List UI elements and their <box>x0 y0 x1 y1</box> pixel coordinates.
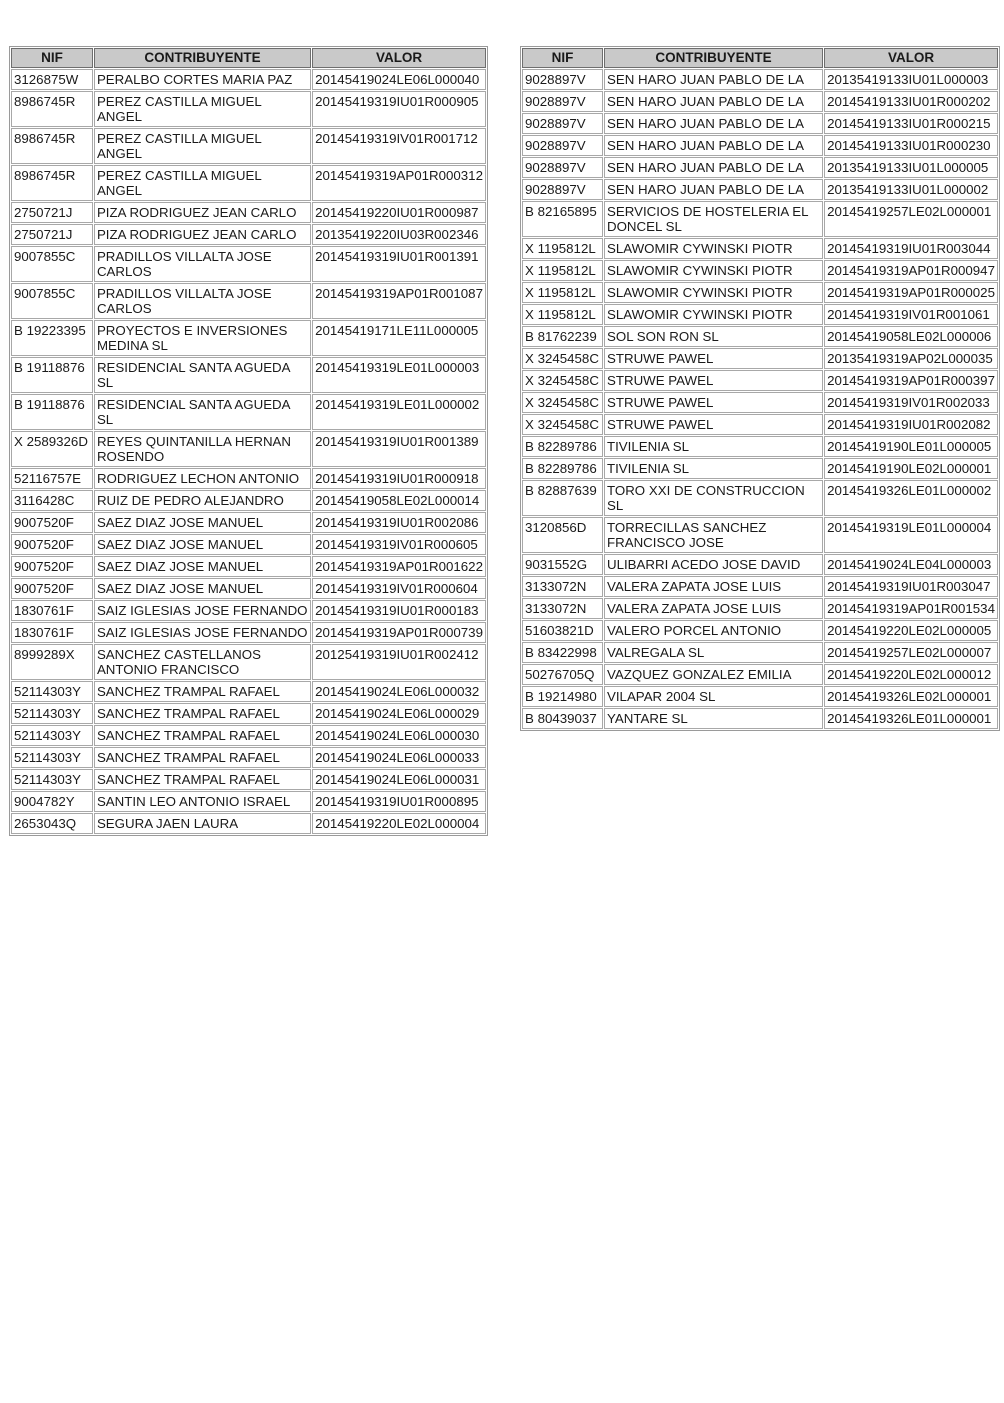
nif-cell: B 19214980 <box>522 686 603 707</box>
valor-cell: 20135419220IU03R002346 <box>312 224 486 245</box>
header-contribuyente: CONTRIBUYENTE <box>94 48 311 68</box>
valor-cell: 20145419319IV01R001712 <box>312 128 486 164</box>
nif-cell: 52114303Y <box>11 747 93 768</box>
table-row <box>522 179 998 200</box>
contribuyente-cell: SAIZ IGLESIAS JOSE FERNANDO <box>94 600 311 621</box>
nif-cell: B 82165895 <box>522 201 603 237</box>
nif-cell: 1830761F <box>11 600 93 621</box>
nif-cell: X 1195812L <box>522 260 603 281</box>
contribuyente-cell: VALERA ZAPATA JOSE LUIS <box>604 576 823 597</box>
contribuyente-cell: SLAWOMIR CYWINSKI PIOTR <box>604 238 823 259</box>
valor-cell: 20135419133IU01L000002 <box>824 179 998 200</box>
header-valor: VALOR <box>312 48 486 68</box>
table-row <box>11 357 486 393</box>
contribuyente-cell: SEN HARO JUAN PABLO DE LA <box>604 179 823 200</box>
contribuyente-cell: SEGURA JAEN LAURA <box>94 813 311 834</box>
contribuyente-cell: SANCHEZ CASTELLANOS ANTONIO FRANCISCO <box>94 644 311 680</box>
contribuyente-cell: TIVILENIA SL <box>604 458 823 479</box>
table-row <box>11 202 486 223</box>
contribuyente-cell: REYES QUINTANILLA HERNAN ROSENDO <box>94 431 311 467</box>
nif-cell: 9028897V <box>522 69 603 90</box>
contribuyente-cell: STRUWE PAWEL <box>604 414 823 435</box>
header-valor: VALOR <box>824 48 998 68</box>
contribuyente-cell: TIVILENIA SL <box>604 436 823 457</box>
table-row <box>11 703 486 724</box>
nif-cell: 9007855C <box>11 283 93 319</box>
table-row <box>11 91 486 127</box>
valor-cell: 20145419190LE01L000005 <box>824 436 998 457</box>
table-row <box>522 664 998 685</box>
contribuyente-cell: SANCHEZ TRAMPAL RAFAEL <box>94 681 311 702</box>
header-row <box>11 48 486 68</box>
table-body-left <box>11 69 486 834</box>
header-contribuyente: CONTRIBUYENTE <box>604 48 823 68</box>
contribuyente-cell: SANCHEZ TRAMPAL RAFAEL <box>94 725 311 746</box>
nif-cell: B 82289786 <box>522 458 603 479</box>
valor-cell: 20145419319IV01R001061 <box>824 304 998 325</box>
table-row <box>11 165 486 201</box>
contribuyente-cell: SEN HARO JUAN PABLO DE LA <box>604 91 823 112</box>
valor-cell: 20145419319IU01R000905 <box>312 91 486 127</box>
valor-cell: 20145419220LE02L000004 <box>312 813 486 834</box>
nif-cell: 3133072N <box>522 576 603 597</box>
nif-cell: 9004782Y <box>11 791 93 812</box>
valor-cell: 20135419133IU01L000003 <box>824 69 998 90</box>
contribuyente-cell: SEN HARO JUAN PABLO DE LA <box>604 157 823 178</box>
nif-cell: B 19118876 <box>11 394 93 430</box>
table-row <box>522 686 998 707</box>
valor-cell: 20145419257LE02L000007 <box>824 642 998 663</box>
nif-cell: 51603821D <box>522 620 603 641</box>
valor-cell: 20145419024LE06L000031 <box>312 769 486 790</box>
valor-cell: 20145419133IU01R000202 <box>824 91 998 112</box>
table-row <box>11 556 486 577</box>
valor-cell: 20145419220LE02L000012 <box>824 664 998 685</box>
table-row <box>11 622 486 643</box>
valor-cell: 20145419319AP01R000947 <box>824 260 998 281</box>
table-row <box>522 642 998 663</box>
contribuyente-cell: TORO XXI DE CONSTRUCCION SL <box>604 480 823 516</box>
contribuyente-cell: TORRECILLAS SANCHEZ FRANCISCO JOSE <box>604 517 823 553</box>
table-row <box>11 128 486 164</box>
contribuyente-cell: SANTIN LEO ANTONIO ISRAEL <box>94 791 311 812</box>
nif-cell: 9028897V <box>522 113 603 134</box>
nif-cell: X 3245458C <box>522 348 603 369</box>
valor-cell: 20145419319IU01R001391 <box>312 246 486 282</box>
contribuyente-cell: RUIZ DE PEDRO ALEJANDRO <box>94 490 311 511</box>
contribuyente-cell: STRUWE PAWEL <box>604 392 823 413</box>
contribuyente-cell: PEREZ CASTILLA MIGUEL ANGEL <box>94 165 311 201</box>
contribuyente-cell: PIZA RODRIGUEZ JEAN CARLO <box>94 202 311 223</box>
valor-cell: 20145419024LE06L000033 <box>312 747 486 768</box>
nif-cell: X 2589326D <box>11 431 93 467</box>
contribuyente-cell: STRUWE PAWEL <box>604 348 823 369</box>
valor-cell: 20145419319AP01R001622 <box>312 556 486 577</box>
table-row <box>522 517 998 553</box>
table-row <box>11 813 486 834</box>
nif-cell: 9007520F <box>11 512 93 533</box>
contribuyente-cell: SLAWOMIR CYWINSKI PIOTR <box>604 304 823 325</box>
table-row <box>11 490 486 511</box>
contribuyente-cell: SANCHEZ TRAMPAL RAFAEL <box>94 769 311 790</box>
table-row <box>522 326 998 347</box>
table-row <box>522 598 998 619</box>
table-row <box>522 157 998 178</box>
valor-cell: 20145419319LE01L000002 <box>312 394 486 430</box>
valor-cell: 20145419319IV01R000605 <box>312 534 486 555</box>
header-nif: NIF <box>522 48 603 68</box>
nif-cell: X 3245458C <box>522 392 603 413</box>
valor-cell: 20145419220LE02L000005 <box>824 620 998 641</box>
contribuyente-cell: VALERA ZAPATA JOSE LUIS <box>604 598 823 619</box>
table-row <box>522 260 998 281</box>
valor-cell: 20135419133IU01L000005 <box>824 157 998 178</box>
valor-cell: 20145419319AP01R000739 <box>312 622 486 643</box>
valor-cell: 20145419319AP01R000397 <box>824 370 998 391</box>
nif-cell: 50276705Q <box>522 664 603 685</box>
nif-cell: B 81762239 <box>522 326 603 347</box>
nif-cell: X 3245458C <box>522 370 603 391</box>
contribuyente-cell: PRADILLOS VILLALTA JOSE CARLOS <box>94 246 311 282</box>
contribuyente-cell: SANCHEZ TRAMPAL RAFAEL <box>94 703 311 724</box>
nif-cell: 9007855C <box>11 246 93 282</box>
contribuyente-cell: SANCHEZ TRAMPAL RAFAEL <box>94 747 311 768</box>
valor-cell: 20145419319IU01R001389 <box>312 431 486 467</box>
valor-cell: 20145419319LE01L000004 <box>824 517 998 553</box>
contribuyente-cell: SOL SON RON SL <box>604 326 823 347</box>
valor-cell: 20145419319AP01R000312 <box>312 165 486 201</box>
valor-cell: 20145419024LE06L000030 <box>312 725 486 746</box>
contribuyente-cell: STRUWE PAWEL <box>604 370 823 391</box>
nif-cell: 3116428C <box>11 490 93 511</box>
contribuyente-cell: VAZQUEZ GONZALEZ EMILIA <box>604 664 823 685</box>
valor-cell: 20135419319AP02L000035 <box>824 348 998 369</box>
valor-cell: 20145419024LE06L000029 <box>312 703 486 724</box>
contribuyente-cell: RODRIGUEZ LECHON ANTONIO <box>94 468 311 489</box>
table-row <box>522 348 998 369</box>
nif-cell: 3126875W <box>11 69 93 90</box>
table-row <box>522 282 998 303</box>
nif-cell: B 19223395 <box>11 320 93 356</box>
contribuyente-cell: RESIDENCIAL SANTA AGUEDA SL <box>94 357 311 393</box>
nif-cell: B 82289786 <box>522 436 603 457</box>
valor-cell: 20145419319IV01R000604 <box>312 578 486 599</box>
table-row <box>522 304 998 325</box>
nif-cell: B 19118876 <box>11 357 93 393</box>
table-row <box>522 69 998 90</box>
valor-cell: 20145419133IU01R000230 <box>824 135 998 156</box>
table-row <box>11 791 486 812</box>
valor-cell: 20145419326LE01L000002 <box>824 480 998 516</box>
nif-cell: 9028897V <box>522 135 603 156</box>
nif-cell: X 1195812L <box>522 304 603 325</box>
contribuyente-cell: VALREGALA SL <box>604 642 823 663</box>
valor-cell: 20145419171LE11L000005 <box>312 320 486 356</box>
valor-cell: 20145419257LE02L000001 <box>824 201 998 237</box>
nif-cell: 52114303Y <box>11 681 93 702</box>
table-row <box>522 554 998 575</box>
nif-cell: 9028897V <box>522 91 603 112</box>
table-row <box>11 534 486 555</box>
nif-cell: 2750721J <box>11 202 93 223</box>
valor-cell: 20145419058LE02L000014 <box>312 490 486 511</box>
valor-cell: 20145419319IU01R003044 <box>824 238 998 259</box>
contribuyente-cell: SAEZ DIAZ JOSE MANUEL <box>94 578 311 599</box>
nif-cell: 1830761F <box>11 622 93 643</box>
valor-cell: 20145419024LE04L000003 <box>824 554 998 575</box>
valor-cell: 20145419326LE02L000001 <box>824 686 998 707</box>
nif-cell: 8986745R <box>11 91 93 127</box>
contribuyente-cell: PEREZ CASTILLA MIGUEL ANGEL <box>94 91 311 127</box>
contribuyente-cell: SERVICIOS DE HOSTELERIA EL DONCEL SL <box>604 201 823 237</box>
table-row <box>11 431 486 467</box>
table-row <box>11 578 486 599</box>
valor-cell: 20145419024LE06L000040 <box>312 69 486 90</box>
table-row <box>522 392 998 413</box>
valor-cell: 20145419133IU01R000215 <box>824 113 998 134</box>
contribuyente-cell: SAEZ DIAZ JOSE MANUEL <box>94 556 311 577</box>
table-row <box>522 436 998 457</box>
taxpayer-table-right <box>520 46 1000 731</box>
nif-cell: B 83422998 <box>522 642 603 663</box>
header-nif: NIF <box>11 48 93 68</box>
table-body-right <box>522 69 998 729</box>
table-row <box>11 512 486 533</box>
valor-cell: 20145419190LE02L000001 <box>824 458 998 479</box>
nif-cell: X 1195812L <box>522 282 603 303</box>
nif-cell: X 3245458C <box>522 414 603 435</box>
valor-cell: 20125419319IU01R002412 <box>312 644 486 680</box>
contribuyente-cell: PRADILLOS VILLALTA JOSE CARLOS <box>94 283 311 319</box>
contribuyente-cell: SLAWOMIR CYWINSKI PIOTR <box>604 260 823 281</box>
contribuyente-cell: PROYECTOS E INVERSIONES MEDINA SL <box>94 320 311 356</box>
contribuyente-cell: SAEZ DIAZ JOSE MANUEL <box>94 512 311 533</box>
table-row <box>11 725 486 746</box>
table-row <box>11 681 486 702</box>
table-row <box>522 113 998 134</box>
table-row <box>11 320 486 356</box>
nif-cell: 8999289X <box>11 644 93 680</box>
table-row <box>522 414 998 435</box>
table-row <box>11 644 486 680</box>
table-row <box>11 468 486 489</box>
valor-cell: 20145419319AP01R001534 <box>824 598 998 619</box>
table-row <box>522 708 998 729</box>
contribuyente-cell: YANTARE SL <box>604 708 823 729</box>
nif-cell: 3133072N <box>522 598 603 619</box>
valor-cell: 20145419319IU01R002082 <box>824 414 998 435</box>
contribuyente-cell: VALERO PORCEL ANTONIO <box>604 620 823 641</box>
nif-cell: 8986745R <box>11 128 93 164</box>
table-row <box>11 246 486 282</box>
valor-cell: 20145419319LE01L000003 <box>312 357 486 393</box>
nif-cell: 9007520F <box>11 578 93 599</box>
nif-cell: 52114303Y <box>11 703 93 724</box>
contribuyente-cell: SAEZ DIAZ JOSE MANUEL <box>94 534 311 555</box>
table-row <box>11 69 486 90</box>
contribuyente-cell: ULIBARRI ACEDO JOSE DAVID <box>604 554 823 575</box>
nif-cell: 52114303Y <box>11 725 93 746</box>
nif-cell: 9007520F <box>11 534 93 555</box>
contribuyente-cell: SEN HARO JUAN PABLO DE LA <box>604 113 823 134</box>
nif-cell: B 80439037 <box>522 708 603 729</box>
table-row <box>522 370 998 391</box>
table-row <box>11 224 486 245</box>
nif-cell: 9007520F <box>11 556 93 577</box>
table-row <box>522 620 998 641</box>
table-row <box>11 600 486 621</box>
nif-cell: 9028897V <box>522 179 603 200</box>
header-row <box>522 48 998 68</box>
valor-cell: 20145419326LE01L000001 <box>824 708 998 729</box>
nif-cell: 9031552G <box>522 554 603 575</box>
nif-cell: 8986745R <box>11 165 93 201</box>
table-row <box>522 201 998 237</box>
valor-cell: 20145419220IU01R000987 <box>312 202 486 223</box>
taxpayer-table-left <box>9 46 488 836</box>
table-row <box>11 747 486 768</box>
valor-cell: 20145419319AP01R001087 <box>312 283 486 319</box>
valor-cell: 20145419058LE02L000006 <box>824 326 998 347</box>
table-row <box>11 769 486 790</box>
nif-cell: 2750721J <box>11 224 93 245</box>
table-row <box>522 135 998 156</box>
contribuyente-cell: SEN HARO JUAN PABLO DE LA <box>604 69 823 90</box>
table-row <box>11 283 486 319</box>
contribuyente-cell: PEREZ CASTILLA MIGUEL ANGEL <box>94 128 311 164</box>
nif-cell: X 1195812L <box>522 238 603 259</box>
valor-cell: 20145419024LE06L000032 <box>312 681 486 702</box>
nif-cell: 2653043Q <box>11 813 93 834</box>
valor-cell: 20145419319AP01R000025 <box>824 282 998 303</box>
table-row <box>522 480 998 516</box>
table-row <box>522 576 998 597</box>
nif-cell: 3120856D <box>522 517 603 553</box>
table-row <box>522 238 998 259</box>
nif-cell: 9028897V <box>522 157 603 178</box>
table-row <box>522 458 998 479</box>
contribuyente-cell: SEN HARO JUAN PABLO DE LA <box>604 135 823 156</box>
valor-cell: 20145419319IU01R000918 <box>312 468 486 489</box>
nif-cell: B 82887639 <box>522 480 603 516</box>
valor-cell: 20145419319IU01R000895 <box>312 791 486 812</box>
table-row <box>11 394 486 430</box>
contribuyente-cell: RESIDENCIAL SANTA AGUEDA SL <box>94 394 311 430</box>
valor-cell: 20145419319IV01R002033 <box>824 392 998 413</box>
contribuyente-cell: PERALBO CORTES MARIA PAZ <box>94 69 311 90</box>
valor-cell: 20145419319IU01R003047 <box>824 576 998 597</box>
valor-cell: 20145419319IU01R000183 <box>312 600 486 621</box>
valor-cell: 20145419319IU01R002086 <box>312 512 486 533</box>
contribuyente-cell: VILAPAR 2004 SL <box>604 686 823 707</box>
table-row <box>522 91 998 112</box>
contribuyente-cell: PIZA RODRIGUEZ JEAN CARLO <box>94 224 311 245</box>
contribuyente-cell: SAIZ IGLESIAS JOSE FERNANDO <box>94 622 311 643</box>
contribuyente-cell: SLAWOMIR CYWINSKI PIOTR <box>604 282 823 303</box>
nif-cell: 52116757E <box>11 468 93 489</box>
nif-cell: 52114303Y <box>11 769 93 790</box>
